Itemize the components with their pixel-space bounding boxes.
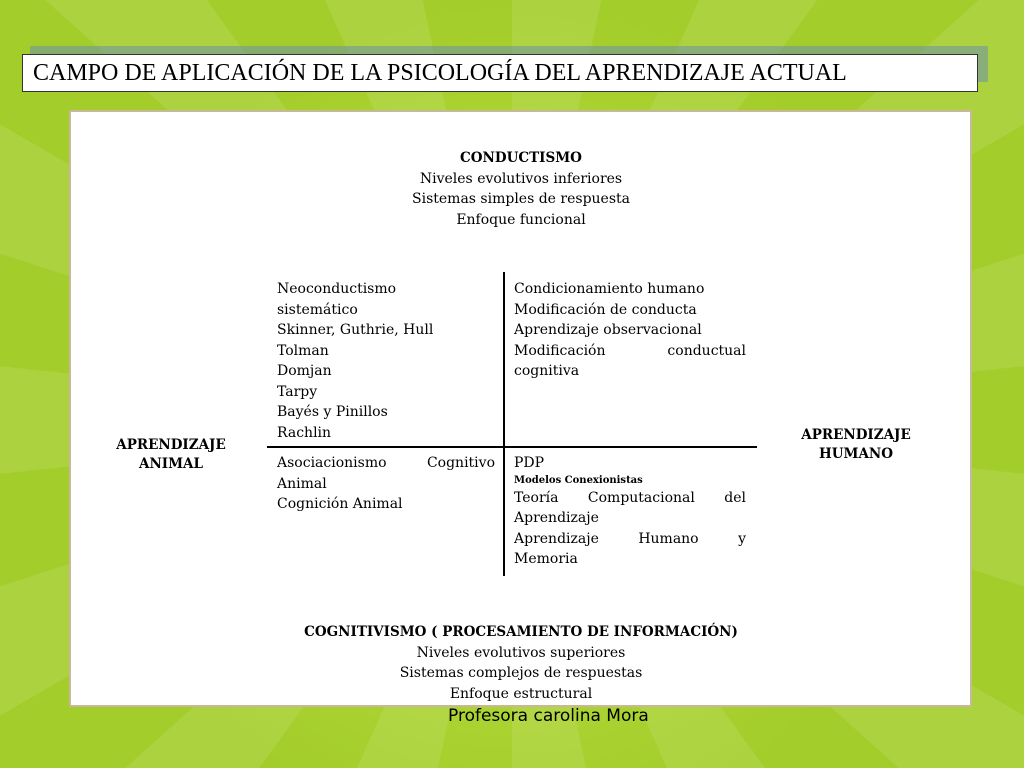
quadrant-top-left (277, 279, 497, 443)
slide-title: CAMPO DE APLICACIÓN DE LA PSICOLOGÍA DEL APRENDIZAJE ACTUAL (33, 60, 847, 86)
quadrant-top-right (514, 279, 746, 382)
bl-line: Animal (277, 475, 327, 492)
qr-line: Aprendizaje observacional (514, 322, 702, 338)
br-line: Teoría Computacional del (514, 489, 746, 506)
bl-line: Asociacionismo Cognitivo (277, 455, 495, 471)
left-axis-line-1: APRENDIZAJE (116, 437, 226, 453)
ql-line: Skinner, Guthrie, Hull (277, 322, 434, 338)
ql-line: Rachlin (277, 424, 332, 441)
br-models: Modelos Conexionistas (514, 474, 643, 486)
right-axis-label (776, 426, 936, 464)
quadrant-bottom-left (277, 453, 495, 515)
bottom-block (221, 622, 821, 704)
br-line: Aprendizaje (514, 510, 599, 526)
qr-line: cognitiva (514, 363, 580, 379)
ql-line: sistemático (277, 301, 358, 318)
qr-line: Modificación conductual (514, 342, 746, 359)
qr-line: Condicionamiento humano (514, 281, 705, 297)
title-box (22, 54, 978, 92)
top-line-1: Niveles evolutivos inferiores (419, 170, 623, 187)
horizontal-axis-line (267, 446, 757, 448)
bottom-line-3: Enfoque estructural (449, 685, 593, 702)
top-line-3: Enfoque funcional (456, 211, 586, 228)
top-heading: CONDUCTISMO (460, 150, 582, 166)
ql-line: Domjan (277, 363, 332, 379)
bottom-heading: COGNITIVISMO ( PROCESAMIENTO DE INFORMACIÓN) (304, 624, 738, 640)
bottom-line-1: Niveles evolutivos superiores (416, 644, 626, 661)
ql-line: Neoconductismo (277, 281, 397, 297)
bottom-line-2: Sistemas complejos de respuestas (399, 665, 643, 681)
ql-line: Bayés y Pinillos (277, 404, 388, 420)
left-axis-line-2: ANIMAL (138, 456, 204, 472)
footer-author: Profesora carolina Mora (448, 706, 649, 726)
quadrant-bottom-right (514, 453, 746, 570)
ql-line: Tolman (277, 342, 329, 359)
br-line: Aprendizaje Humano y (514, 530, 746, 547)
top-block (321, 148, 721, 230)
left-axis-label (91, 436, 251, 474)
top-line-2: Sistemas simples de respuesta (412, 191, 630, 207)
br-line: Memoria (514, 551, 578, 567)
diagram-panel (69, 110, 972, 707)
ql-line: Tarpy (277, 383, 318, 400)
bl-line: Cognición Animal (277, 496, 403, 512)
br-pdp: PDP (514, 455, 545, 471)
vertical-axis-line (503, 272, 505, 576)
qr-line: Modificación de conducta (514, 301, 697, 318)
right-axis-line-1: APRENDIZAJE (801, 427, 911, 443)
right-axis-line-2: HUMANO (818, 446, 894, 462)
